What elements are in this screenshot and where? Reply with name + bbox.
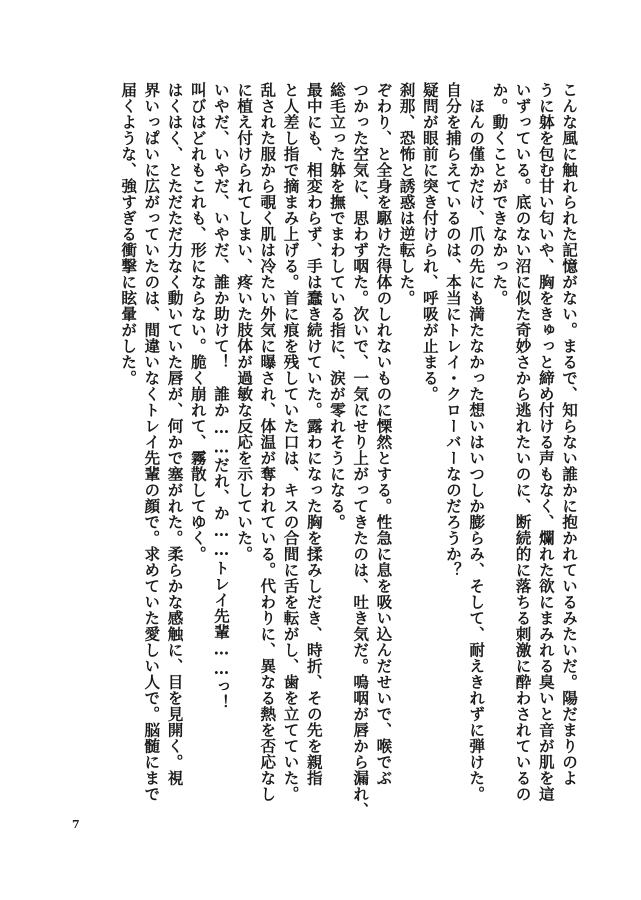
text-line: いやだ、いやだ、いやだ、誰か助けて！ 誰か……だれ、か……トレイ先輩……っ！ (211, 82, 231, 711)
text-line: と人差し指で摘まみ上げる。首に痕を残していた口は、キスの合間に舌を転がし、歯を立てていた。 (281, 82, 301, 802)
text-line: 疑問が眼前に突き付けられ、呼吸が止まる。 (420, 82, 440, 402)
text-line: 自分を捕らえているのは、本当にトレイ・クローバーなのだろうか？ (443, 82, 463, 578)
text-line: つかった空気に、思わず咽た。次いで、一気にせり上がってきたのは、吐き気だ。嗚咽が唇から漏れ、 (351, 82, 371, 818)
text-line: ほんの僅かだけ、爪の先にも満たなかった想いはいつしか膨らみ、そして、耐えきれずに弾けた。 (467, 82, 487, 802)
text-line: 乱された服から覗く肌は冷たい外気に曝され、体温が奪われている。代わりに、異なる熱を否応なし (258, 82, 278, 802)
text-line: こんな風に触れられた記憶がない。まるで、知らない誰かに抱かれているみたいだ。陽だまりのよ (560, 82, 579, 786)
text-line: に植え付けられてしまい、疼いた肢体が過敏な反応を示していた。 (235, 82, 255, 562)
text-line: うに躰を包む甘い匂いや、胸をきゅっと締め付ける声もなく、爛れた欲にまみれる臭いと音が肌を這 (536, 82, 556, 802)
text-line: ぞわり、と全身を駆けた得体のしれないものに慄然とする。性急に息を吸い込んだせいで、喉でぶ (374, 82, 394, 786)
text-line: 総毛立った躰を撫でまわしている指に、涙が零れそうになる。 (327, 82, 347, 530)
text-line: 界いっぱいに広がっていたのは、間違いなくトレイ先輩の顔で。求めていた愛しい人で。脳髄にまで (142, 82, 162, 802)
text-line: 叫びはどれもこれも、形にならない。脆く崩れて、霧散してゆく。 (188, 82, 208, 562)
text-line: 届くような、強すぎる衝撃に眩暈がした。 (119, 82, 139, 386)
text-line: 最中にも、相変わらず、手は蠢き続けていた。露わになった胸を揉みしだき、時折、その先を親指 (304, 82, 324, 786)
text-line: いずっている。底のない沼に似た奇妙さから逃れたいのに、断続的に落ちる刺激に酔わされているの (513, 82, 533, 802)
text-line: はくはく、とただただ力なく動いていた唇が、何かで塞がれた。柔らかな感触に、目を見開く。視 (165, 82, 185, 786)
text-line: 刹那、恐怖と誘惑は逆転した。 (397, 82, 417, 306)
page-number: 7 (72, 818, 80, 831)
text-line: か。動くことができなかった。 (490, 82, 510, 306)
body-text (61, 82, 581, 818)
